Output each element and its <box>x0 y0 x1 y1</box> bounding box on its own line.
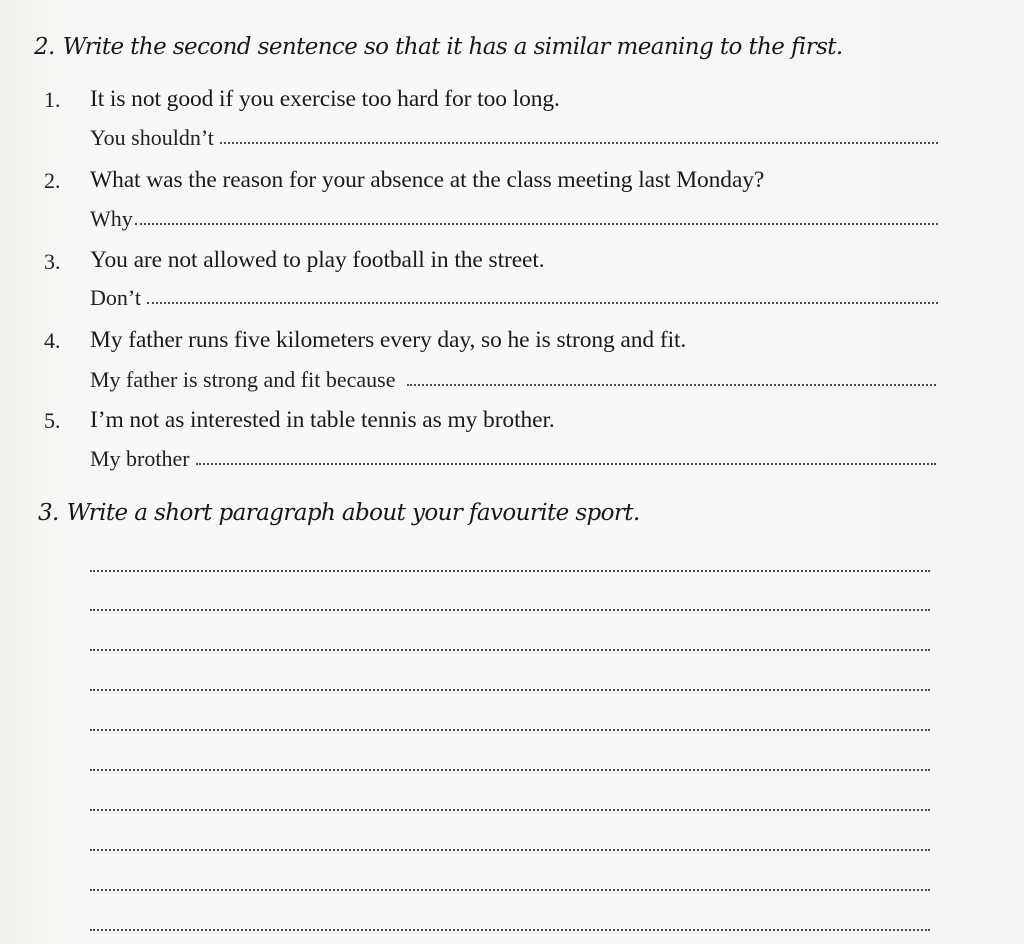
item-4-answer-row <box>90 366 936 392</box>
item-2-number: 2. <box>44 168 61 193</box>
paragraph-line[interactable] <box>90 689 930 691</box>
item-4-stem: My father is strong and fit because <box>90 367 396 392</box>
paragraph-line[interactable] <box>90 769 930 771</box>
item-3-stem: Don’t <box>90 285 141 310</box>
section-2-instruction: Write the second sentence so that it has a similar meaning to the first. <box>62 34 843 60</box>
section-3-heading <box>38 500 640 526</box>
paragraph-line[interactable] <box>90 729 930 731</box>
paragraph-line[interactable] <box>90 570 930 572</box>
item-5-number: 5. <box>44 408 61 433</box>
item-4-answer-line[interactable] <box>407 384 936 386</box>
item-4-prompt: My father runs five kilometers every day, so he is strong and fit. <box>90 327 687 353</box>
paragraph-line[interactable] <box>90 889 930 891</box>
item-4-number: 4. <box>44 328 61 353</box>
item-1-prompt: It is not good if you exercise too hard for too long. <box>90 86 560 112</box>
item-3-answer-row <box>90 284 938 310</box>
item-3-number: 3. <box>44 249 61 274</box>
item-5-answer-line[interactable] <box>196 463 936 465</box>
item-5-stem: My brother <box>90 446 190 471</box>
item-3-prompt: You are not allowed to play football in the street. <box>90 247 545 273</box>
section-2-number: 2. <box>34 34 55 60</box>
item-1-answer-line[interactable] <box>220 142 938 144</box>
paragraph-line[interactable] <box>90 609 930 611</box>
paragraph-line[interactable] <box>90 649 930 651</box>
item-2-prompt: What was the reason for your absence at the class meeting last Monday? <box>90 167 765 193</box>
section-3-instruction: Write a short paragraph about your favourite sport. <box>66 500 640 526</box>
section-3-number: 3. <box>38 500 59 526</box>
paragraph-line[interactable] <box>90 809 930 811</box>
item-2-answer-line[interactable] <box>135 223 938 225</box>
item-3-answer-line[interactable] <box>147 302 938 304</box>
item-1-answer-row <box>90 124 938 150</box>
item-1-number: 1. <box>44 87 61 112</box>
paragraph-line[interactable] <box>90 849 930 851</box>
item-2-stem: Why <box>90 206 133 231</box>
section-2-heading <box>34 34 843 60</box>
item-5-prompt: I’m not as interested in table tennis as my brother. <box>90 407 555 433</box>
item-2-answer-row <box>90 205 938 231</box>
item-1-stem: You shouldn’t <box>90 125 214 150</box>
item-5-answer-row <box>90 445 936 471</box>
paragraph-line[interactable] <box>90 929 930 931</box>
